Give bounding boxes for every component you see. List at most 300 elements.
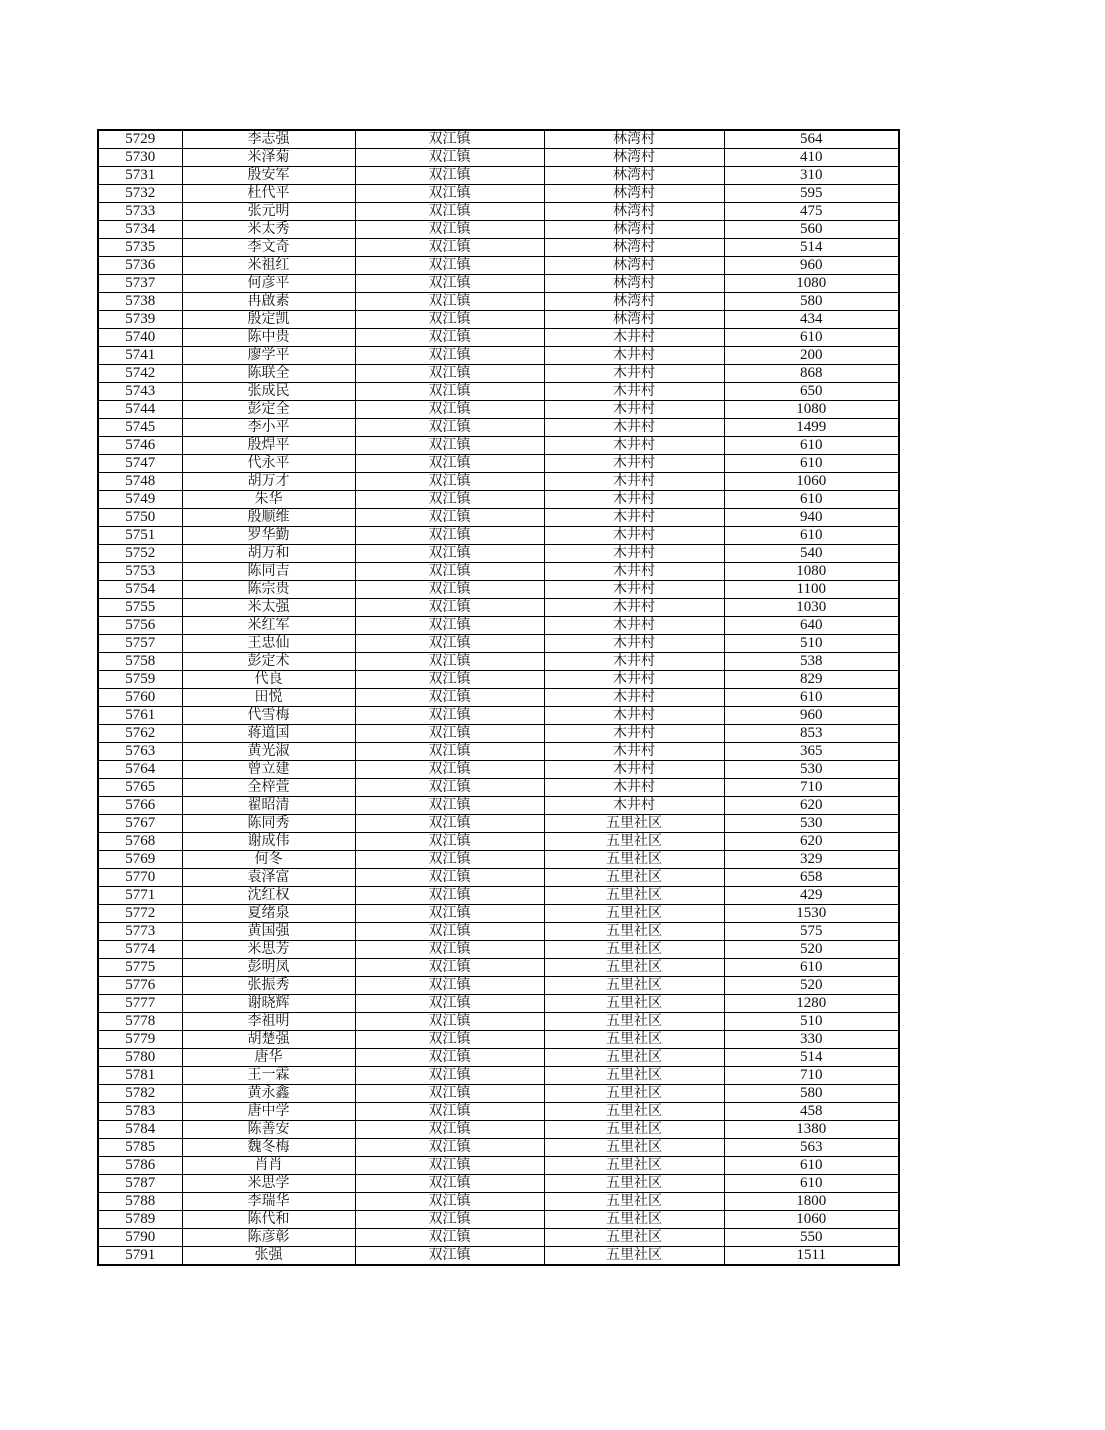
amount-cell: 940 xyxy=(724,509,899,527)
amount-cell: 610 xyxy=(724,1157,899,1175)
row-number-cell: 5756 xyxy=(98,617,182,635)
table-row xyxy=(98,293,899,311)
town-cell: 双江镇 xyxy=(355,797,544,815)
village-cell: 五里社区 xyxy=(544,833,724,851)
town-cell: 双江镇 xyxy=(355,1049,544,1067)
row-number-cell: 5776 xyxy=(98,977,182,995)
table-row xyxy=(98,671,899,689)
name-cell: 米泽菊 xyxy=(182,149,355,167)
table-row xyxy=(98,887,899,905)
village-cell: 五里社区 xyxy=(544,815,724,833)
village-cell: 木井村 xyxy=(544,347,724,365)
row-number-cell: 5779 xyxy=(98,1031,182,1049)
table-row xyxy=(98,473,899,491)
table-row xyxy=(98,707,899,725)
row-number-cell: 5734 xyxy=(98,221,182,239)
amount-cell: 853 xyxy=(724,725,899,743)
name-cell: 陈善安 xyxy=(182,1121,355,1139)
row-number-cell: 5755 xyxy=(98,599,182,617)
table-row xyxy=(98,329,899,347)
table-row xyxy=(98,1211,899,1229)
village-cell: 木井村 xyxy=(544,419,724,437)
amount-cell: 1280 xyxy=(724,995,899,1013)
row-number-cell: 5749 xyxy=(98,491,182,509)
name-cell: 曾立建 xyxy=(182,761,355,779)
village-cell: 木井村 xyxy=(544,581,724,599)
town-cell: 双江镇 xyxy=(355,923,544,941)
row-number-cell: 5736 xyxy=(98,257,182,275)
town-cell: 双江镇 xyxy=(355,239,544,257)
table-row xyxy=(98,221,899,239)
row-number-cell: 5743 xyxy=(98,383,182,401)
town-cell: 双江镇 xyxy=(355,293,544,311)
name-cell: 夏绪泉 xyxy=(182,905,355,923)
table-row xyxy=(98,689,899,707)
town-cell: 双江镇 xyxy=(355,995,544,1013)
table-row xyxy=(98,347,899,365)
village-cell: 五里社区 xyxy=(544,869,724,887)
table-row xyxy=(98,527,899,545)
amount-cell: 520 xyxy=(724,941,899,959)
village-cell: 木井村 xyxy=(544,545,724,563)
town-cell: 双江镇 xyxy=(355,545,544,563)
amount-cell: 514 xyxy=(724,1049,899,1067)
village-cell: 木井村 xyxy=(544,599,724,617)
village-cell: 木井村 xyxy=(544,671,724,689)
village-cell: 五里社区 xyxy=(544,1121,724,1139)
amount-cell: 458 xyxy=(724,1103,899,1121)
row-number-cell: 5770 xyxy=(98,869,182,887)
name-cell: 胡万才 xyxy=(182,473,355,491)
row-number-cell: 5766 xyxy=(98,797,182,815)
amount-cell: 329 xyxy=(724,851,899,869)
town-cell: 双江镇 xyxy=(355,743,544,761)
row-number-cell: 5754 xyxy=(98,581,182,599)
village-cell: 林湾村 xyxy=(544,293,724,311)
table-body xyxy=(98,130,899,1265)
town-cell: 双江镇 xyxy=(355,1067,544,1085)
row-number-cell: 5744 xyxy=(98,401,182,419)
village-cell: 木井村 xyxy=(544,689,724,707)
town-cell: 双江镇 xyxy=(355,311,544,329)
name-cell: 袁泽富 xyxy=(182,869,355,887)
table-row xyxy=(98,851,899,869)
row-number-cell: 5767 xyxy=(98,815,182,833)
table-row xyxy=(98,761,899,779)
village-cell: 木井村 xyxy=(544,473,724,491)
town-cell: 双江镇 xyxy=(355,635,544,653)
table-row xyxy=(98,1049,899,1067)
row-number-cell: 5731 xyxy=(98,167,182,185)
name-cell: 蒋道国 xyxy=(182,725,355,743)
table-row xyxy=(98,959,899,977)
village-cell: 木井村 xyxy=(544,329,724,347)
row-number-cell: 5768 xyxy=(98,833,182,851)
town-cell: 双江镇 xyxy=(355,527,544,545)
amount-cell: 410 xyxy=(724,149,899,167)
table-row xyxy=(98,257,899,275)
amount-cell: 1030 xyxy=(724,599,899,617)
village-cell: 林湾村 xyxy=(544,167,724,185)
town-cell: 双江镇 xyxy=(355,347,544,365)
name-cell: 代良 xyxy=(182,671,355,689)
amount-cell: 1080 xyxy=(724,275,899,293)
row-number-cell: 5774 xyxy=(98,941,182,959)
table-row xyxy=(98,1193,899,1211)
town-cell: 双江镇 xyxy=(355,1139,544,1157)
name-cell: 米祖红 xyxy=(182,257,355,275)
name-cell: 陈代和 xyxy=(182,1211,355,1229)
table-row xyxy=(98,149,899,167)
row-number-cell: 5772 xyxy=(98,905,182,923)
town-cell: 双江镇 xyxy=(355,779,544,797)
row-number-cell: 5780 xyxy=(98,1049,182,1067)
village-cell: 林湾村 xyxy=(544,130,724,149)
name-cell: 黄光淑 xyxy=(182,743,355,761)
name-cell: 冉啟素 xyxy=(182,293,355,311)
row-number-cell: 5737 xyxy=(98,275,182,293)
amount-cell: 610 xyxy=(724,437,899,455)
village-cell: 五里社区 xyxy=(544,905,724,923)
amount-cell: 475 xyxy=(724,203,899,221)
table-row xyxy=(98,941,899,959)
name-cell: 唐华 xyxy=(182,1049,355,1067)
town-cell: 双江镇 xyxy=(355,275,544,293)
village-cell: 五里社区 xyxy=(544,1103,724,1121)
name-cell: 陈中贵 xyxy=(182,329,355,347)
amount-cell: 530 xyxy=(724,761,899,779)
amount-cell: 1499 xyxy=(724,419,899,437)
amount-cell: 540 xyxy=(724,545,899,563)
name-cell: 殷焊平 xyxy=(182,437,355,455)
village-cell: 林湾村 xyxy=(544,203,724,221)
name-cell: 王一霖 xyxy=(182,1067,355,1085)
name-cell: 李志强 xyxy=(182,130,355,149)
row-number-cell: 5787 xyxy=(98,1175,182,1193)
table-row xyxy=(98,1229,899,1247)
table-row xyxy=(98,869,899,887)
town-cell: 双江镇 xyxy=(355,815,544,833)
row-number-cell: 5761 xyxy=(98,707,182,725)
table-row xyxy=(98,130,899,149)
town-cell: 双江镇 xyxy=(355,509,544,527)
village-cell: 木井村 xyxy=(544,437,724,455)
name-cell: 代雪梅 xyxy=(182,707,355,725)
table-row xyxy=(98,1085,899,1103)
row-number-cell: 5753 xyxy=(98,563,182,581)
row-number-cell: 5762 xyxy=(98,725,182,743)
amount-cell: 610 xyxy=(724,527,899,545)
town-cell: 双江镇 xyxy=(355,707,544,725)
row-number-cell: 5764 xyxy=(98,761,182,779)
village-cell: 木井村 xyxy=(544,365,724,383)
row-number-cell: 5783 xyxy=(98,1103,182,1121)
name-cell: 米红军 xyxy=(182,617,355,635)
table-row xyxy=(98,401,899,419)
name-cell: 陈同秀 xyxy=(182,815,355,833)
table-row xyxy=(98,311,899,329)
row-number-cell: 5742 xyxy=(98,365,182,383)
town-cell: 双江镇 xyxy=(355,1157,544,1175)
table-row xyxy=(98,635,899,653)
village-cell: 五里社区 xyxy=(544,977,724,995)
village-cell: 木井村 xyxy=(544,383,724,401)
town-cell: 双江镇 xyxy=(355,761,544,779)
name-cell: 殷安军 xyxy=(182,167,355,185)
amount-cell: 710 xyxy=(724,1067,899,1085)
village-cell: 木井村 xyxy=(544,761,724,779)
village-cell: 林湾村 xyxy=(544,257,724,275)
table-row xyxy=(98,779,899,797)
town-cell: 双江镇 xyxy=(355,941,544,959)
town-cell: 双江镇 xyxy=(355,455,544,473)
amount-cell: 563 xyxy=(724,1139,899,1157)
row-number-cell: 5763 xyxy=(98,743,182,761)
table-row xyxy=(98,1121,899,1139)
name-cell: 李小平 xyxy=(182,419,355,437)
row-number-cell: 5784 xyxy=(98,1121,182,1139)
name-cell: 黄国强 xyxy=(182,923,355,941)
amount-cell: 580 xyxy=(724,293,899,311)
table-row xyxy=(98,797,899,815)
village-cell: 木井村 xyxy=(544,653,724,671)
village-cell: 木井村 xyxy=(544,401,724,419)
name-cell: 陈同吉 xyxy=(182,563,355,581)
amount-cell: 530 xyxy=(724,815,899,833)
table-row xyxy=(98,977,899,995)
name-cell: 米太秀 xyxy=(182,221,355,239)
name-cell: 何彦平 xyxy=(182,275,355,293)
amount-cell: 330 xyxy=(724,1031,899,1049)
amount-cell: 595 xyxy=(724,185,899,203)
village-cell: 林湾村 xyxy=(544,185,724,203)
table-row xyxy=(98,1103,899,1121)
town-cell: 双江镇 xyxy=(355,563,544,581)
town-cell: 双江镇 xyxy=(355,581,544,599)
village-cell: 五里社区 xyxy=(544,959,724,977)
town-cell: 双江镇 xyxy=(355,167,544,185)
name-cell: 谢晓辉 xyxy=(182,995,355,1013)
table-row xyxy=(98,203,899,221)
amount-cell: 610 xyxy=(724,491,899,509)
town-cell: 双江镇 xyxy=(355,383,544,401)
town-cell: 双江镇 xyxy=(355,1247,544,1266)
row-number-cell: 5729 xyxy=(98,130,182,149)
amount-cell: 560 xyxy=(724,221,899,239)
table-row xyxy=(98,365,899,383)
table-row xyxy=(98,491,899,509)
amount-cell: 1800 xyxy=(724,1193,899,1211)
town-cell: 双江镇 xyxy=(355,437,544,455)
amount-cell: 610 xyxy=(724,1175,899,1193)
town-cell: 双江镇 xyxy=(355,671,544,689)
row-number-cell: 5740 xyxy=(98,329,182,347)
name-cell: 廖学平 xyxy=(182,347,355,365)
amount-cell: 1530 xyxy=(724,905,899,923)
village-cell: 五里社区 xyxy=(544,1175,724,1193)
town-cell: 双江镇 xyxy=(355,653,544,671)
amount-cell: 310 xyxy=(724,167,899,185)
name-cell: 殷顺维 xyxy=(182,509,355,527)
row-number-cell: 5738 xyxy=(98,293,182,311)
amount-cell: 1080 xyxy=(724,563,899,581)
row-number-cell: 5735 xyxy=(98,239,182,257)
row-number-cell: 5759 xyxy=(98,671,182,689)
row-number-cell: 5746 xyxy=(98,437,182,455)
town-cell: 双江镇 xyxy=(355,1175,544,1193)
row-number-cell: 5781 xyxy=(98,1067,182,1085)
table-row xyxy=(98,581,899,599)
row-number-cell: 5760 xyxy=(98,689,182,707)
amount-cell: 610 xyxy=(724,329,899,347)
town-cell: 双江镇 xyxy=(355,221,544,239)
table-row xyxy=(98,455,899,473)
name-cell: 代永平 xyxy=(182,455,355,473)
town-cell: 双江镇 xyxy=(355,617,544,635)
amount-cell: 829 xyxy=(724,671,899,689)
amount-cell: 610 xyxy=(724,959,899,977)
amount-cell: 575 xyxy=(724,923,899,941)
amount-cell: 1060 xyxy=(724,1211,899,1229)
name-cell: 田悦 xyxy=(182,689,355,707)
village-cell: 五里社区 xyxy=(544,1193,724,1211)
name-cell: 李瑞华 xyxy=(182,1193,355,1211)
amount-cell: 564 xyxy=(724,130,899,149)
amount-cell: 520 xyxy=(724,977,899,995)
amount-cell: 200 xyxy=(724,347,899,365)
amount-cell: 1080 xyxy=(724,401,899,419)
name-cell: 翟昭清 xyxy=(182,797,355,815)
name-cell: 彭定全 xyxy=(182,401,355,419)
amount-cell: 550 xyxy=(724,1229,899,1247)
town-cell: 双江镇 xyxy=(355,1193,544,1211)
row-number-cell: 5747 xyxy=(98,455,182,473)
amount-cell: 1060 xyxy=(724,473,899,491)
table-row xyxy=(98,185,899,203)
village-cell: 五里社区 xyxy=(544,923,724,941)
table-row xyxy=(98,725,899,743)
row-number-cell: 5775 xyxy=(98,959,182,977)
town-cell: 双江镇 xyxy=(355,1229,544,1247)
name-cell: 唐中学 xyxy=(182,1103,355,1121)
village-cell: 木井村 xyxy=(544,509,724,527)
name-cell: 李文奇 xyxy=(182,239,355,257)
village-cell: 五里社区 xyxy=(544,1049,724,1067)
table-row xyxy=(98,1157,899,1175)
row-number-cell: 5786 xyxy=(98,1157,182,1175)
row-number-cell: 5748 xyxy=(98,473,182,491)
table-row xyxy=(98,653,899,671)
amount-cell: 510 xyxy=(724,635,899,653)
amount-cell: 1511 xyxy=(724,1247,899,1266)
table-row xyxy=(98,419,899,437)
name-cell: 陈彦彰 xyxy=(182,1229,355,1247)
table-row xyxy=(98,815,899,833)
town-cell: 双江镇 xyxy=(355,905,544,923)
village-cell: 五里社区 xyxy=(544,851,724,869)
amount-cell: 1100 xyxy=(724,581,899,599)
row-number-cell: 5791 xyxy=(98,1247,182,1266)
row-number-cell: 5758 xyxy=(98,653,182,671)
town-cell: 双江镇 xyxy=(355,1031,544,1049)
row-number-cell: 5790 xyxy=(98,1229,182,1247)
row-number-cell: 5778 xyxy=(98,1013,182,1031)
row-number-cell: 5788 xyxy=(98,1193,182,1211)
town-cell: 双江镇 xyxy=(355,725,544,743)
amount-cell: 620 xyxy=(724,833,899,851)
amount-cell: 429 xyxy=(724,887,899,905)
name-cell: 陈宗贵 xyxy=(182,581,355,599)
amount-cell: 610 xyxy=(724,455,899,473)
town-cell: 双江镇 xyxy=(355,491,544,509)
village-cell: 五里社区 xyxy=(544,941,724,959)
name-cell: 胡楚强 xyxy=(182,1031,355,1049)
table-row xyxy=(98,1139,899,1157)
table-row xyxy=(98,617,899,635)
table-row xyxy=(98,437,899,455)
row-number-cell: 5765 xyxy=(98,779,182,797)
row-number-cell: 5777 xyxy=(98,995,182,1013)
town-cell: 双江镇 xyxy=(355,473,544,491)
amount-cell: 868 xyxy=(724,365,899,383)
table-row xyxy=(98,383,899,401)
table-row xyxy=(98,1175,899,1193)
name-cell: 谢成伟 xyxy=(182,833,355,851)
amount-cell: 610 xyxy=(724,689,899,707)
town-cell: 双江镇 xyxy=(355,203,544,221)
name-cell: 杜代平 xyxy=(182,185,355,203)
town-cell: 双江镇 xyxy=(355,869,544,887)
name-cell: 张强 xyxy=(182,1247,355,1266)
row-number-cell: 5739 xyxy=(98,311,182,329)
village-cell: 木井村 xyxy=(544,779,724,797)
village-cell: 五里社区 xyxy=(544,1229,724,1247)
town-cell: 双江镇 xyxy=(355,599,544,617)
village-cell: 林湾村 xyxy=(544,149,724,167)
town-cell: 双江镇 xyxy=(355,419,544,437)
amount-cell: 365 xyxy=(724,743,899,761)
village-cell: 木井村 xyxy=(544,797,724,815)
row-number-cell: 5752 xyxy=(98,545,182,563)
amount-cell: 650 xyxy=(724,383,899,401)
town-cell: 双江镇 xyxy=(355,1211,544,1229)
row-number-cell: 5732 xyxy=(98,185,182,203)
village-cell: 五里社区 xyxy=(544,1067,724,1085)
row-number-cell: 5730 xyxy=(98,149,182,167)
table-row xyxy=(98,1031,899,1049)
village-cell: 林湾村 xyxy=(544,311,724,329)
name-cell: 黄永鑫 xyxy=(182,1085,355,1103)
name-cell: 彭定术 xyxy=(182,653,355,671)
town-cell: 双江镇 xyxy=(355,887,544,905)
name-cell: 罗华勤 xyxy=(182,527,355,545)
name-cell: 米太强 xyxy=(182,599,355,617)
amount-cell: 510 xyxy=(724,1013,899,1031)
village-cell: 五里社区 xyxy=(544,995,724,1013)
town-cell: 双江镇 xyxy=(355,149,544,167)
village-cell: 木井村 xyxy=(544,563,724,581)
table-row xyxy=(98,275,899,293)
village-cell: 木井村 xyxy=(544,707,724,725)
name-cell: 魏冬梅 xyxy=(182,1139,355,1157)
name-cell: 殷定凯 xyxy=(182,311,355,329)
name-cell: 胡万和 xyxy=(182,545,355,563)
town-cell: 双江镇 xyxy=(355,401,544,419)
village-cell: 木井村 xyxy=(544,491,724,509)
name-cell: 张成民 xyxy=(182,383,355,401)
table-row xyxy=(98,1067,899,1085)
row-number-cell: 5789 xyxy=(98,1211,182,1229)
